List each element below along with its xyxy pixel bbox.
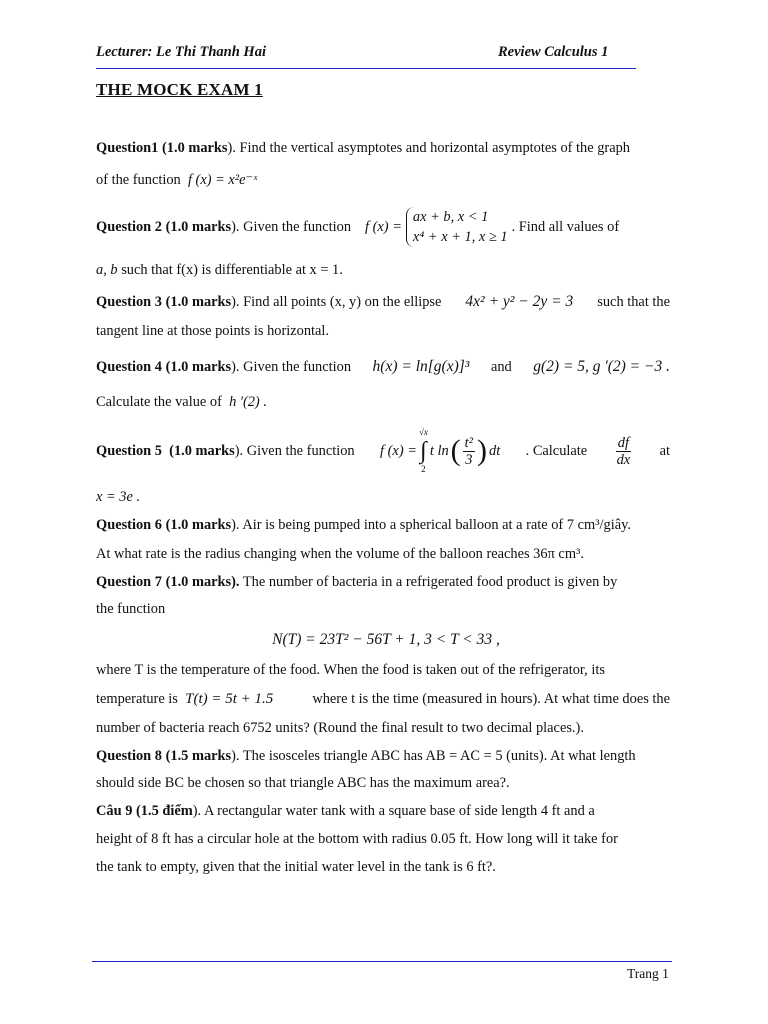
- question-7-marks: (1.0 marks).: [165, 574, 240, 590]
- question-9-line-2: [96, 830, 670, 848]
- question-5-integrand: t ln: [429, 443, 449, 459]
- integral-sign-icon: ∫: [420, 438, 427, 464]
- question-5-three: 3: [465, 451, 473, 468]
- question-7-text-5: number of bacteria reach 6752 units? (Round the final result to two decimal places.).: [96, 720, 584, 736]
- question-6-line-2: [96, 545, 670, 563]
- question-7-line-2: [96, 600, 670, 618]
- question-3-text-2: tangent line at those points is horizontal.: [96, 323, 330, 339]
- question-5-lower-limit: 2: [421, 464, 426, 474]
- question-9-line-1: [96, 802, 670, 820]
- question-5-text-c: at: [659, 443, 670, 459]
- question-7-line-1: [96, 573, 670, 591]
- question-1-marks: (1.0 marks: [161, 140, 228, 156]
- question-3-text-b: such that the: [597, 294, 670, 310]
- question-4-label: Question 4: [96, 359, 162, 375]
- header-lecturer: Lecturer: Le Thi Thanh Hai: [96, 44, 266, 60]
- header-divider: [96, 68, 636, 69]
- question-8-line-1: [96, 747, 670, 765]
- question-3-line-1: [96, 293, 670, 311]
- question-5-f: f (x) =: [380, 443, 417, 459]
- question-1-text-1: ). Find the vertical asymptotes and horizontal asymptotes of the graph: [227, 140, 630, 156]
- question-7-line-4: [96, 690, 670, 708]
- question-1-label: Question1: [96, 140, 159, 156]
- question-4-line-1: [96, 358, 670, 376]
- question-5-line-2: [96, 488, 670, 506]
- question-2-case-2: x⁴ + x + 1, x ≥ 1: [412, 229, 508, 245]
- question-1-text-2: of the function: [96, 172, 181, 188]
- question-9-label: Câu 9: [96, 803, 133, 819]
- question-2-marks: (1.0 marks: [165, 219, 232, 235]
- question-5-marks: (1.0 marks: [169, 443, 235, 459]
- question-3-label: Question 3: [96, 294, 162, 310]
- question-6-text-2: At what rate is the radius changing when the volume of the balloon reaches 36π cm³.: [96, 546, 584, 562]
- question-7-formula: [96, 631, 676, 649]
- question-1-line-2: [96, 171, 670, 189]
- question-3-line-2: [96, 322, 670, 340]
- question-5-point: x = 3e .: [96, 489, 141, 505]
- question-4-g: g(2) = 5, g '(2) = −3 .: [533, 358, 670, 375]
- question-7-text-4a: temperature is: [96, 691, 178, 707]
- question-8-marks: (1.5 marks: [165, 748, 232, 764]
- left-paren-icon: (: [450, 434, 461, 467]
- question-7-T: T(t) = 5t + 1.5: [185, 691, 274, 707]
- question-5-integral: [419, 427, 428, 475]
- question-9-text-1: ). A rectangular water tank with a square base of side length 4 ft and a: [192, 803, 595, 819]
- header-course: Review Calculus 1: [498, 44, 609, 60]
- page-number: Trang 1: [627, 966, 669, 981]
- question-4-target: h '(2) .: [229, 394, 267, 410]
- question-2-case-1: ax + b, x < 1: [412, 209, 489, 225]
- question-7-line-3: [96, 661, 670, 679]
- question-5-text-a: ). Given the function: [234, 443, 355, 459]
- question-9-line-3: [96, 858, 670, 876]
- question-7-text-4b: where t is the time (measured in hours). At what time does the: [312, 691, 670, 707]
- question-3-marks: (1.0 marks: [165, 294, 232, 310]
- question-7-text-1: The number of bacteria in a refrigerated food product is given by: [242, 574, 618, 590]
- question-7-text-2: the function: [96, 601, 166, 617]
- question-5-dt: dt: [489, 443, 501, 459]
- question-4-marks: (1.0 marks: [165, 359, 232, 375]
- question-2-f: f (x) =: [365, 219, 402, 235]
- footer-divider: [92, 961, 672, 962]
- question-6-label: Question 6: [96, 517, 162, 533]
- question-5-integral-expr: [380, 427, 500, 475]
- question-2-piecewise: [406, 207, 508, 247]
- question-4-text-a: ). Given the function: [231, 359, 352, 375]
- question-5-text-b: . Calculate: [525, 443, 588, 459]
- question-2-text-2: such that f(x) is differentiable at x = 1.: [121, 262, 343, 278]
- question-4-line-2: [96, 393, 670, 411]
- question-6-marks: (1.0 marks: [165, 517, 232, 533]
- question-6-text-1: ). Air is being pumped into a spherical balloon at a rate of 7 cm³/giây.: [231, 517, 631, 533]
- question-9-text-2: height of 8 ft has a circular hole at the bottom with radius 0.05 ft. How long will it take for: [96, 831, 618, 847]
- question-5-upper-limit: √x: [418, 427, 428, 437]
- page-title: THE MOCK EXAM 1: [96, 80, 263, 99]
- question-1-line-1: [96, 139, 670, 157]
- question-5-t2: t²: [464, 434, 473, 451]
- question-7-text-3: where T is the temperature of the food. When the food is taken out of the refrigerator, its: [96, 662, 605, 678]
- question-9-marks: (1.5 điểm: [136, 803, 193, 819]
- question-6-line-1: [96, 516, 670, 534]
- question-8-text-1: ). The isosceles triangle ABC has AB = AC = 5 (units). At what length: [231, 748, 636, 764]
- question-2-text-b: . Find all values of: [511, 219, 620, 235]
- question-5-label: Question 5: [96, 443, 162, 459]
- question-4-text-b: and: [490, 359, 512, 375]
- question-7-line-5: [96, 719, 670, 737]
- question-8-line-2: [96, 774, 670, 792]
- question-5-line-1: [96, 422, 670, 480]
- question-5-fraction: [463, 435, 475, 468]
- question-2-line-1: [96, 204, 670, 250]
- question-4-h: h(x) = ln[g(x)]³: [372, 358, 470, 375]
- question-2-line-2: [96, 261, 670, 279]
- question-8-label: Question 8: [96, 748, 162, 764]
- question-5-df: df: [617, 434, 629, 451]
- right-paren-icon: ): [477, 434, 487, 467]
- question-2-ab: a, b: [96, 262, 118, 278]
- question-2-label: Question 2: [96, 219, 162, 235]
- question-1-function: f (x) = x²e⁻ˣ: [187, 172, 258, 188]
- question-8-text-2: should side BC be chosen so that triangle ABC has the maximum area?.: [96, 775, 510, 791]
- question-7-label: Question 7: [96, 574, 162, 590]
- question-7-N: N(T) = 23T² − 56T + 1, 3 < T < 33 ,: [272, 631, 500, 648]
- question-3-ellipse: 4x² + y² − 2y = 3: [465, 293, 574, 310]
- question-5-dx: dx: [616, 451, 631, 468]
- question-3-text-a: ). Find all points (x, y) on the ellipse: [231, 294, 442, 310]
- question-4-text-2: Calculate the value of: [96, 394, 222, 410]
- question-9-text-3: the tank to empty, given that the initial water level in the tank is 6 ft?.: [96, 859, 496, 875]
- question-5-derivative: [615, 435, 633, 468]
- question-2-text-a: ). Given the function: [231, 219, 352, 235]
